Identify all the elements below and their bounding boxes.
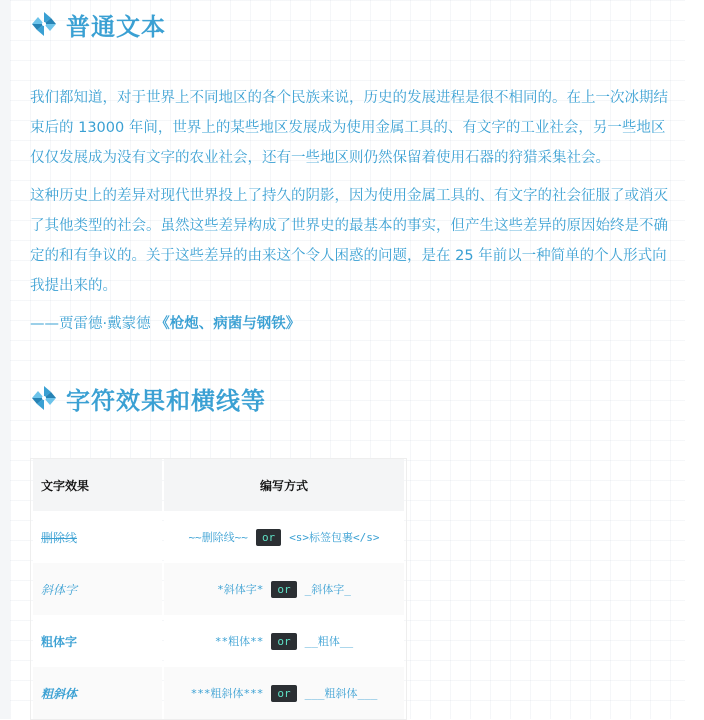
table-row	[33, 615, 404, 667]
effect-italic	[33, 563, 162, 615]
table-row	[33, 511, 404, 563]
article-content	[10, 0, 685, 719]
column-header-effect: 文字效果	[33, 459, 162, 511]
effect-label: 斜体字	[41, 582, 78, 597]
paragraph-2: 这种历史上的差异对现代世界投上了持久的阴影，因为使用金属工具的、有文字的社会征服了或消灭了其他类型的社会。虽然这些差异构成了世界史的最基本的事实，但产生这些差异的原因始终是不确定的和有争议的。关于这些差异的由来这个令人困惑的问题，是在 25 年前以一种简单的个人形式向我提出来的。	[30, 188, 668, 294]
syntax-b: __粗体__	[304, 634, 354, 648]
heading-plain-title: 普通文本	[66, 12, 166, 41]
effect-label: 粗斜体	[41, 686, 78, 701]
table-row	[33, 563, 404, 615]
column-header-syntax: 编写方式	[164, 459, 404, 511]
paragraph-1: 我们都知道，对于世界上不同地区的各个民族来说，历史的发展进程是很不相同的。在上一次冰期结束后的 13000 年间，世界上的某些地区发展成为使用金属工具的、有文字的工业社会，另一些地区仅仅发展成为没有文字的农业社会，还有一些地区则仍然保留着使用石器的狩猎采集社会。	[30, 90, 668, 166]
heading-plain-text	[30, 4, 166, 44]
syntax-cell	[164, 667, 404, 719]
syntax-cell	[164, 563, 404, 615]
heading-text-effects	[30, 378, 266, 418]
or-badge: or	[256, 529, 281, 546]
heading-effects-title: 字符效果和横线等	[66, 386, 266, 415]
syntax-a: ~~删除线~~	[188, 530, 248, 544]
syntax-b: ___粗斜体___	[304, 686, 378, 700]
table-header-row	[33, 459, 404, 511]
effect-bold	[33, 615, 162, 667]
syntax-a: *斜体字*	[217, 582, 264, 596]
quote-attribution	[30, 309, 300, 339]
effect-label: 删除线	[41, 530, 78, 545]
text-effects-table	[30, 458, 407, 720]
syntax-cell	[164, 615, 404, 667]
quote-book: 《枪炮、病菌与钢铁》	[155, 316, 301, 332]
syntax-b: <s>标签包裹</s>	[289, 530, 380, 544]
left-margin	[0, 0, 10, 719]
effect-bold-italic	[33, 667, 162, 719]
syntax-a: ***粗斜体***	[190, 686, 264, 700]
right-margin	[685, 0, 704, 719]
syntax-a: **粗体**	[214, 634, 264, 648]
table-row	[33, 667, 404, 719]
syntax-cell	[164, 511, 404, 563]
or-badge: or	[271, 581, 296, 598]
pinwheel-icon	[30, 10, 58, 38]
effect-strikethrough	[33, 511, 162, 563]
quote-author: ——贾雷德·戴蒙德	[30, 316, 151, 332]
effect-label: 粗体字	[41, 634, 78, 649]
or-badge: or	[271, 633, 296, 650]
pinwheel-icon	[30, 384, 58, 412]
syntax-b: _斜体字_	[304, 582, 351, 596]
or-badge: or	[271, 685, 296, 702]
